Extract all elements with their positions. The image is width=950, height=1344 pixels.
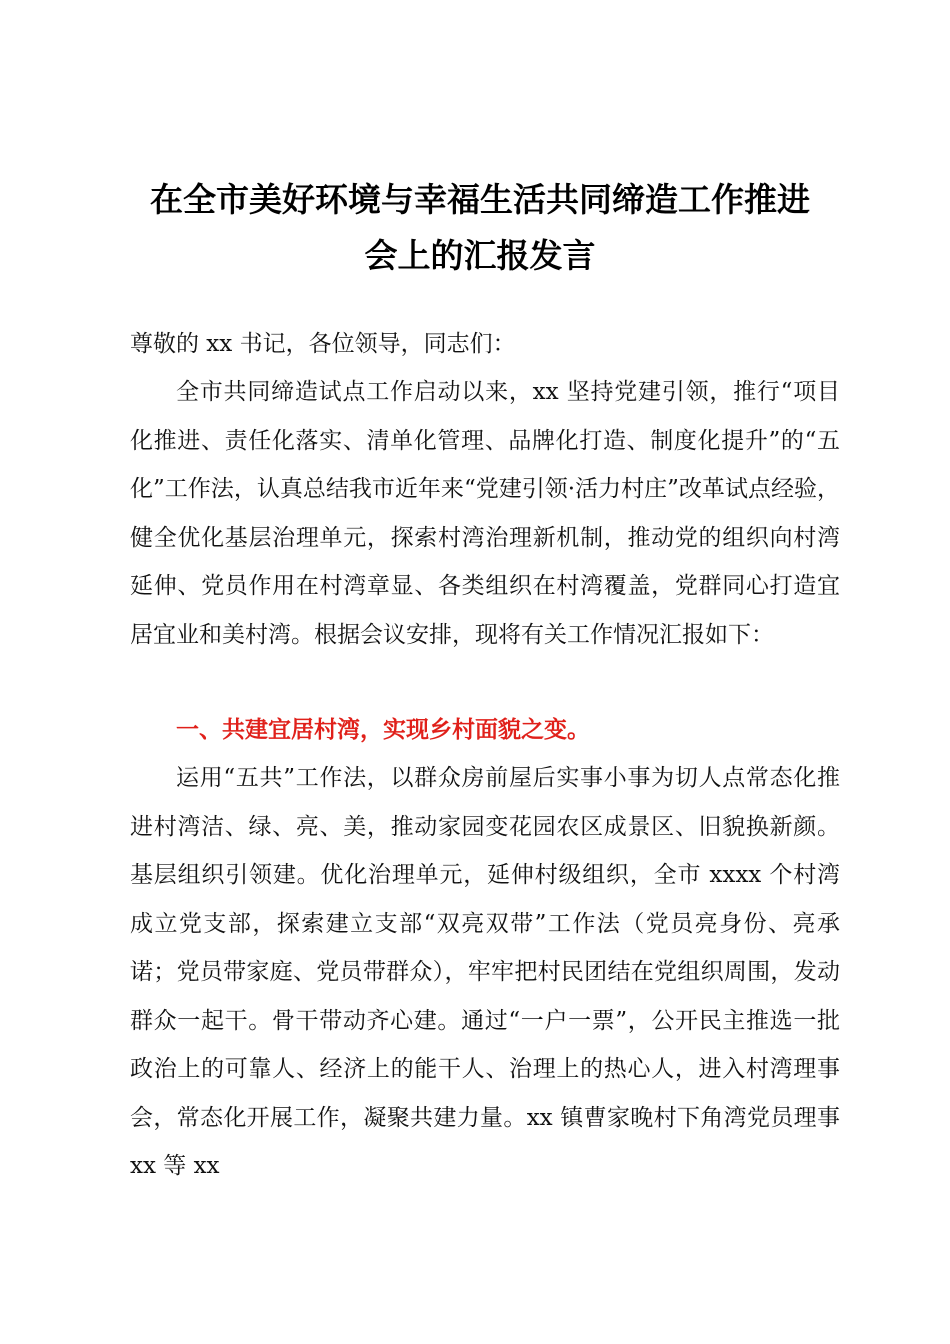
section-heading-1: 一、共建宜居村湾，实现乡村面貌之变。	[176, 717, 590, 743]
title-line-2: 会上的汇报发言	[364, 236, 596, 275]
paragraph-section-1: 运用“五共”工作法，以群众房前屋后实事小事为切人点常态化推进村湾洁、绿、亮、美，推动家园变花园农区成景区、旧貌换新颜。基层组织引领建。优化治理单元，延伸村级组织，全市 xxxx 个村湾成立党支部，探索建立支部“双亮双带”工作法（党员亮身份、亮承诺；党员带家庭、党员带群众），牢牢把村民团结在党组织周围，发动群众一起干。骨干带动齐心建。通过“一户一票”，公开民主推选一批政治上的可靠人、经济上的能干人、治理上的热心人，进入村湾理事会，常态化开展工作，凝聚共建力量。xx 镇曹家晚村下角湾党员理事 xx 等 xx	[130, 765, 840, 1179]
title-line-1: 在全市美好环境与幸福生活共同缔造工作推进	[150, 180, 810, 219]
greeting: 尊敬的 xx 书记，各位领导，同志们：	[130, 331, 516, 357]
document-title	[100, 172, 860, 284]
paragraph-intro: 全市共同缔造试点工作启动以来，xx 坚持党建引领，推行“项目化推进、责任化落实、清单化管理、品牌化打造、制度化提升”的“五化”工作法，认真总结我市近年来“党建引领·活力村庄”改革试点经验，健全优化基层治理单元，探索村湾治理新机制，推动党的组织向村湾延伸、党员作用在村湾章显、各类组织在村湾覆盖，党群同心打造宜居宜业和美村湾。根据会议安排，现将有关工作情况汇报如下：	[130, 379, 840, 648]
